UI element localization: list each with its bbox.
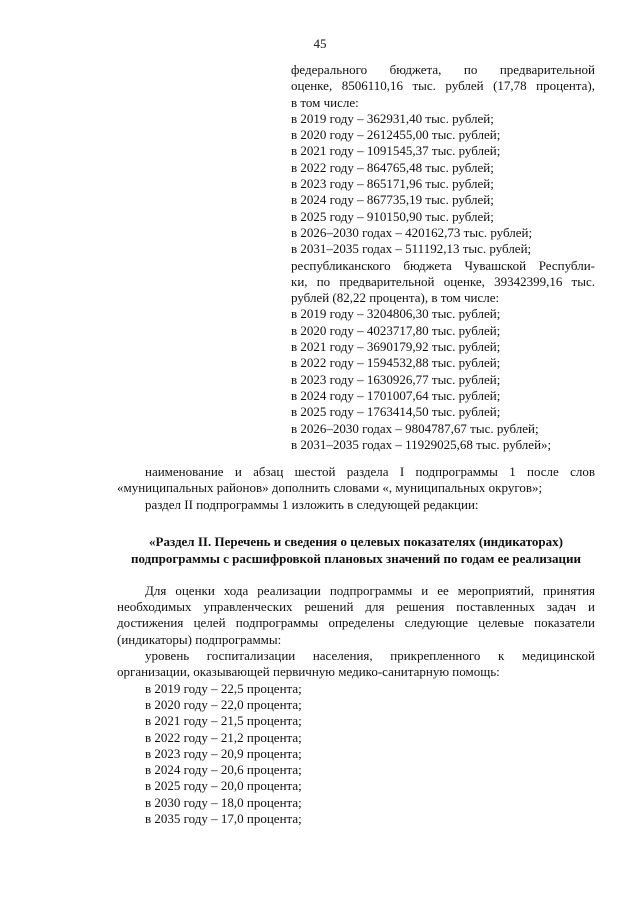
funding-line: в 2021 году – 3690179,92 тыс. рублей; <box>291 339 501 355</box>
section-heading <box>117 533 595 567</box>
document-body <box>117 464 595 827</box>
funding-line: в том числе: <box>291 94 359 110</box>
funding-line: ки, по предварительной оценке, 39342399,16 тыс. <box>291 273 595 289</box>
indicator-value-line: в 2020 году – 22,0 процента; <box>145 696 302 712</box>
funding-line: оценке, 8506110,16 тыс. рублей (17,78 процента), <box>291 78 595 94</box>
funding-line: республиканского бюджета Чувашской Республи- <box>291 257 595 273</box>
funding-line: в 2022 году – 1594532,88 тыс. рублей; <box>291 355 501 371</box>
funding-line: в 2021 году – 1091545,37 тыс. рублей; <box>291 143 501 159</box>
funding-line: в 2025 году – 1763414,50 тыс. рублей; <box>291 404 501 420</box>
indicator-description: уровень госпитализации населения, прикрепленного к медицинской организации, оказывающей первичную медико-санитарную помощь: <box>117 648 595 680</box>
indicators-intro-paragraph: Для оценки хода реализации подпрограммы и ее мероприятий, принятия необходимых управленческих решений для решения поставленных задач и достижения целей подпрограммы определены следующие целевые показатели (индикаторы) подпрограммы: <box>117 582 595 647</box>
funding-line: в 2026–2030 годах – 420162,73 тыс. рублей; <box>291 224 533 240</box>
funding-line: в 2025 году – 910150,90 тыс. рублей; <box>291 208 494 224</box>
funding-line: в 2031–2035 годах – 11929025,68 тыс. рублей»; <box>291 436 552 452</box>
funding-line: в 2019 году – 3204806,30 тыс. рублей; <box>291 306 501 322</box>
section-heading-line: подпрограммы с расшифровкой плановых значений по годам ее реализации <box>130 550 582 566</box>
indicator-value-line: в 2023 году – 20,9 процента; <box>145 745 302 761</box>
funding-line: в 2024 году – 867735,19 тыс. рублей; <box>291 192 494 208</box>
section-intro-paragraph: раздел II подпрограммы 1 изложить в следующей редакции: <box>145 496 479 512</box>
indicator-value-line: в 2022 году – 21,2 процента; <box>145 729 302 745</box>
page-number: 45 <box>313 36 327 51</box>
funding-line: федерального бюджета, по предварительной <box>291 62 595 77</box>
funding-line: в 2020 году – 4023717,80 тыс. рублей; <box>291 322 501 338</box>
indicator-value-line: в 2024 году – 20,6 процента; <box>145 762 302 778</box>
funding-line: в 2024 году – 1701007,64 тыс. рублей; <box>291 387 501 403</box>
funding-line: в 2020 году – 2612455,00 тыс. рублей; <box>291 127 501 143</box>
indicator-value-line: в 2021 году – 21,5 процента; <box>145 713 302 729</box>
indicator-values-list <box>117 681 595 828</box>
indicator-value-line: в 2019 году – 22,5 процента; <box>145 680 302 696</box>
funding-line: в 2023 году – 865171,96 тыс. рублей; <box>291 176 494 192</box>
indicator-value-line: в 2025 году – 20,0 процента; <box>145 778 302 794</box>
indicator-value-line: в 2030 году – 18,0 процента; <box>145 794 302 810</box>
amendment-paragraph: наименование и абзац шестой раздела I подпрограммы 1 после слов «муниципальных районов» дополнить словами «, муниципальных округов»; <box>117 464 595 496</box>
funding-line: рублей (82,22 процента), в том числе: <box>291 290 500 306</box>
funding-line: в 2031–2035 годах – 511192,13 тыс. рублей; <box>291 241 532 257</box>
funding-line: в 2026–2030 годах – 9804787,67 тыс. рублей; <box>291 420 539 436</box>
indicator-value-line: в 2035 году – 17,0 процента; <box>145 811 302 827</box>
section-heading-line: «Раздел II. Перечень и сведения о целевых показателях (индикаторах) <box>149 533 563 549</box>
funding-breakdown-column <box>291 62 595 453</box>
funding-line: в 2023 году – 1630926,77 тыс. рублей; <box>291 371 501 387</box>
funding-line: в 2019 году – 362931,40 тыс. рублей; <box>291 110 494 126</box>
funding-line: в 2022 году – 864765,48 тыс. рублей; <box>291 159 494 175</box>
